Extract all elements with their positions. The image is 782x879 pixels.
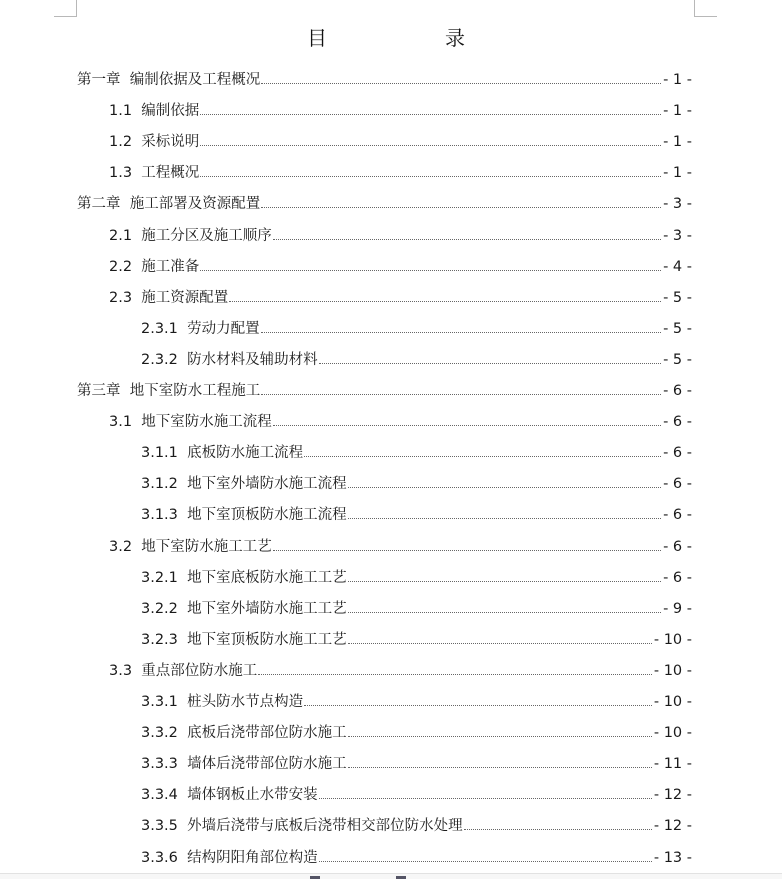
toc-entry-page: - 10 - — [653, 694, 692, 710]
toc-entry[interactable] — [109, 151, 692, 182]
toc-entry-number: 3.3.2 — [141, 725, 188, 742]
toc-entry-number: 3.3.6 — [141, 849, 188, 866]
toc-entry-page: - 1 - — [663, 134, 692, 151]
toc-entry-page: - 5 - — [663, 289, 692, 306]
toc-dot-leader — [319, 860, 652, 862]
toc-entry-title: 劳动力配置 — [187, 320, 260, 337]
toc-entry-page: - 1 - — [663, 165, 692, 182]
toc-entry-page: - 9 - — [663, 600, 692, 617]
toc-entry-number: 3.3.5 — [141, 818, 188, 835]
toc-entry[interactable] — [109, 649, 692, 680]
toc-entry[interactable] — [109, 120, 692, 151]
toc-entry-title: 墙体后浇带部位防水施工 — [187, 756, 347, 773]
toc-dot-leader — [261, 206, 661, 208]
toc-entry[interactable] — [141, 307, 692, 338]
toc-dot-leader — [200, 269, 661, 271]
toc-entry[interactable] — [141, 773, 692, 804]
toc-entry-page: - 6 - — [663, 414, 692, 431]
toc-entry-title: 地下室顶板防水施工流程 — [187, 507, 347, 524]
toc-entry[interactable] — [141, 618, 692, 649]
toc-entry-page: - 5 - — [663, 351, 692, 368]
toc-entry-title: 地下室防水工程施工 — [129, 383, 261, 399]
toc-entry-title: 施工部署及资源配置 — [129, 196, 261, 213]
toc-entry-number: 3.2.2 — [141, 600, 188, 617]
toc-dot-leader — [319, 362, 661, 364]
toc-entry-title: 地下室外墙防水施工流程 — [187, 476, 347, 493]
toc-entry-title: 编制依据 — [141, 103, 200, 120]
toc-entry-page: - 6 - — [663, 538, 692, 555]
toc-entry-number: 2.3.2 — [141, 351, 188, 368]
toc-entry[interactable] — [77, 182, 692, 213]
toc-entry[interactable] — [109, 214, 692, 245]
toc-entry-number: 3.1 — [109, 414, 142, 431]
toc-entry[interactable] — [109, 89, 692, 120]
toc-entry[interactable] — [141, 462, 692, 493]
toc-entry[interactable] — [109, 400, 692, 431]
toc-entry-number: 3.1.2 — [141, 476, 188, 493]
toc-entry-title: 结构阴阳角部位构造 — [187, 849, 318, 866]
toc-entry-title: 重点部位防水施工 — [141, 662, 258, 679]
toc-entry-number: 3.2 — [109, 538, 142, 555]
toc-entry-page: - 6 - — [663, 445, 692, 462]
toc-entry[interactable] — [77, 58, 692, 89]
toc-entry-title: 底板防水施工流程 — [187, 445, 304, 462]
toc-dot-leader — [348, 766, 652, 768]
toc-dot-leader — [261, 82, 661, 84]
toc-entry-title: 地下室底板防水施工工艺 — [187, 569, 347, 586]
toc-entry-number: 2.3 — [109, 289, 142, 306]
toc-entry-number: 3.3.1 — [141, 694, 188, 710]
toc-entry[interactable] — [141, 804, 692, 835]
toc-entry-title: 编制依据及工程概况 — [129, 72, 261, 88]
toc-dot-leader — [348, 735, 652, 737]
toc-entry-number: 1.1 — [109, 103, 142, 120]
toc-entry[interactable] — [141, 556, 692, 587]
toc-entry[interactable] — [141, 680, 692, 711]
toc-title: 目 录 — [307, 26, 491, 50]
toc-entry-page: - 11 - — [653, 756, 692, 773]
toc-entry-title: 底板后浇带部位防水施工 — [187, 725, 347, 742]
page-bottom-edge — [0, 873, 782, 879]
toc-entry-number: 3.1.1 — [141, 445, 188, 462]
page-corner-mark-left — [54, 0, 77, 17]
toc-entry-page: - 6 - — [663, 476, 692, 493]
toc-entry-title: 地下室防水施工流程 — [141, 414, 272, 431]
toc-dot-leader — [200, 175, 661, 177]
toc-dot-leader — [229, 300, 661, 302]
toc-entry-number: 2.1 — [109, 227, 142, 244]
toc-entry[interactable] — [141, 711, 692, 742]
toc-dot-leader — [348, 580, 661, 582]
toc-entry-number: 第二章 — [77, 196, 130, 213]
toc-entry-page: - 6 - — [663, 569, 692, 586]
toc-entry-title: 防水材料及辅助材料 — [187, 351, 318, 368]
toc-entry-title: 外墙后浇带与底板后浇带相交部位防水处理 — [187, 818, 463, 835]
toc-dot-leader — [348, 642, 652, 644]
toc-entry-number: 1.2 — [109, 134, 142, 151]
toc-entry-number: 3.3.3 — [141, 756, 188, 773]
toc-entry-page: - 3 - — [663, 196, 692, 213]
toc-entry-page: - 1 - — [663, 103, 692, 120]
toc-dot-leader — [261, 393, 661, 395]
toc-dot-leader — [319, 797, 652, 799]
toc-entry[interactable] — [77, 369, 692, 400]
toc-entry[interactable] — [141, 338, 692, 369]
toc-dot-leader — [273, 549, 661, 551]
toc-entry-title: 地下室防水施工工艺 — [141, 538, 272, 555]
toc-dot-leader — [304, 455, 661, 457]
toc-entry-page: - 13 - — [653, 849, 692, 866]
toc-dot-leader — [304, 704, 652, 706]
toc-entry-number: 3.3 — [109, 662, 142, 679]
toc-entry-page: - 3 - — [663, 227, 692, 244]
toc-entry-page: - 10 - — [653, 631, 692, 648]
toc-entry-page: - 6 - — [663, 507, 692, 524]
toc-dot-leader — [348, 517, 661, 519]
toc-entry-title: 地下室外墙防水施工工艺 — [187, 600, 347, 617]
page-corner-mark-right — [694, 0, 717, 17]
toc-entry[interactable] — [141, 587, 692, 618]
toc-entry-title: 施工资源配置 — [141, 289, 229, 306]
toc-entry[interactable] — [141, 836, 692, 867]
toc-entry-page: - 12 - — [653, 787, 692, 804]
toc-dot-leader — [261, 331, 661, 333]
toc-entry-number: 第一章 — [77, 72, 130, 88]
toc-entry-page: - 10 - — [653, 725, 692, 742]
toc-entry-number: 1.3 — [109, 165, 142, 182]
toc-entry-title: 施工分区及施工顺序 — [141, 227, 272, 244]
toc-entry-title: 桩头防水节点构造 — [187, 694, 304, 710]
toc-entry-number: 2.2 — [109, 258, 142, 275]
toc-entry[interactable] — [141, 493, 692, 524]
toc-dot-leader — [200, 113, 661, 115]
toc-entry-title: 墙体钢板止水带安装 — [187, 787, 318, 804]
toc-entry-title: 工程概况 — [141, 165, 200, 182]
toc-entry-number: 第三章 — [77, 383, 130, 399]
toc-entry-number: 3.3.4 — [141, 787, 188, 804]
toc-entry-number: 3.2.3 — [141, 631, 188, 648]
toc-dot-leader — [273, 238, 661, 240]
toc-entry-page: - 1 - — [663, 72, 692, 88]
toc-dot-leader — [464, 828, 652, 830]
toc-entry-title: 采标说明 — [141, 134, 200, 151]
toc-entry-number: 2.3.1 — [141, 320, 188, 337]
toc-dot-leader — [348, 611, 661, 613]
toc-entry[interactable] — [109, 276, 692, 307]
toc-entry-page: - 5 - — [663, 320, 692, 337]
toc-dot-leader — [200, 144, 661, 146]
toc-entry-number: 3.2.1 — [141, 569, 188, 586]
toc-entry-page: - 4 - — [663, 258, 692, 275]
toc-dot-leader — [273, 424, 661, 426]
toc-entry[interactable] — [141, 431, 692, 462]
toc-entry-page: - 10 - — [653, 662, 692, 679]
toc-dot-leader — [348, 486, 661, 488]
toc-dot-leader — [258, 673, 652, 675]
toc-entry-number: 3.1.3 — [141, 507, 188, 524]
toc-entry-page: - 6 - — [663, 383, 692, 399]
toc-entry[interactable] — [109, 245, 692, 276]
toc-entry-title: 地下室顶板防水施工工艺 — [187, 631, 347, 648]
toc-entry[interactable] — [109, 525, 692, 556]
toc-entry-title: 施工准备 — [141, 258, 200, 275]
toc-entry[interactable] — [141, 742, 692, 773]
toc-entry-page: - 12 - — [653, 818, 692, 835]
